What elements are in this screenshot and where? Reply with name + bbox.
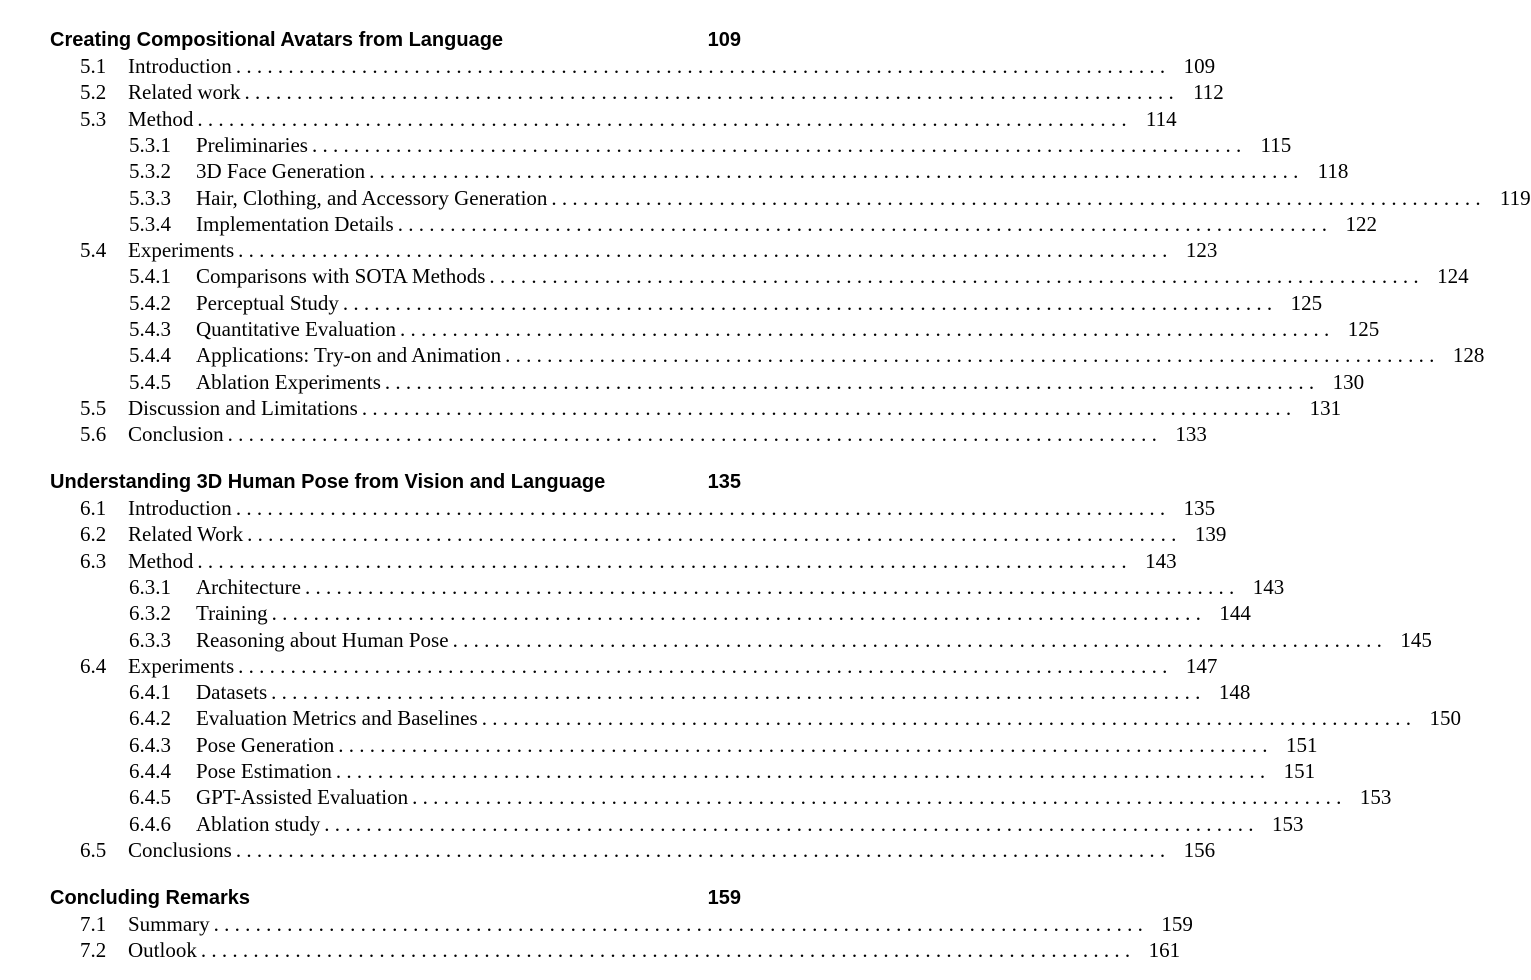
entry-number: 6.3.3	[129, 628, 171, 652]
entry-title: Perceptual Study	[196, 291, 339, 315]
chapter-title: Concluding Remarks	[50, 887, 251, 909]
entry-page: 139	[1194, 522, 1227, 546]
entry-number: 5.4.2	[129, 291, 171, 315]
dot-leader: . . . . . . . . . . . . . . . . . . . . . . . . . . . . . . . . . . . . . . . . . . . . . . . . . . . . . . . . . . . . . . . . . . . . . . . . . . . . . . . . . . . . . . . . .	[244, 80, 1174, 104]
entry-page: 131	[1309, 396, 1342, 420]
entry-number: 5.4.3	[129, 317, 171, 341]
toc-section-entry[interactable]	[80, 106, 1177, 132]
entry-title: Preliminaries	[196, 133, 308, 157]
entry-number: 7.1	[80, 912, 107, 936]
entry-number: 6.3.2	[129, 601, 171, 625]
entry-page: 125	[1347, 317, 1380, 341]
entry-title: Evaluation Metrics and Baselines	[196, 706, 478, 730]
chapter-page: 109	[707, 29, 741, 51]
dot-leader: . . . . . . . . . . . . . . . . . . . . . . . . . . . . . . . . . . . . . . . . . . . . . . . . . . . . . . . . . . . . . . . . . . . . . . . . . . . . . . . . . . . . . . . . .	[213, 912, 1143, 936]
dot-leader: . . . . . . . . . . . . . . . . . . . . . . . . . . . . . . . . . . . . . . . . . . . . . . . . . . . . . . . . . . . . . . . . . . . . . . . . . . . . . . . . . . . . . . . . .	[235, 54, 1166, 78]
dot-leader: . . . . . . . . . . . . . . . . . . . . . . . . . . . . . . . . . . . . . . . . . . . . . . . . . . . . . . . . . . . . . . . . . . . . . . . . . . . . . . . . . . . . . . . . .	[412, 785, 1342, 809]
entry-title: Method	[128, 107, 194, 131]
entry-number: 5.4.1	[129, 264, 171, 288]
toc-subsection-entry[interactable]	[129, 679, 1251, 705]
dot-leader: . . . . . . . . . . . . . . . . . . . . . . . . . . . . . . . . . . . . . . . . . . . . . . . . . . . . . . . . . . . . . . . . . . . . . . . . . . . . . . . . . . . . . . . . .	[505, 343, 1435, 367]
entry-number: 6.4.1	[129, 680, 171, 704]
entry-page: 130	[1332, 370, 1365, 394]
entry-page: 161	[1148, 938, 1181, 962]
entry-page: 147	[1185, 654, 1218, 678]
entry-page: 135	[1183, 496, 1216, 520]
dot-leader: . . . . . . . . . . . . . . . . . . . . . . . . . . . . . . . . . . . . . . . . . . . . . . . . . . . . . . . . . . . . . . . . . . . . . . . . . . . . . . . . . . . . . . . . .	[271, 680, 1201, 704]
entry-title: Implementation Details	[196, 212, 394, 236]
entry-page: 143	[1145, 549, 1177, 573]
toc-section-entry[interactable]	[80, 911, 1193, 937]
entry-page: 122	[1345, 212, 1377, 236]
dot-leader: . . . . . . . . . . . . . . . . . . . . . . . . . . . . . . . . . . . . . . . . . . . . . . . . . . . . . . . . . . . . . . . . . . . . . . . . . . . . . . . . . . . . . . . . .	[271, 601, 1201, 625]
entry-number: 6.3	[80, 549, 107, 573]
entry-number: 6.5	[80, 838, 107, 862]
toc-subsection-entry[interactable]	[129, 732, 1318, 758]
toc-section-entry[interactable]	[80, 521, 1227, 547]
dot-leader: . . . . . . . . . . . . . . . . . . . . . . . . . . . . . . . . . . . . . . . . . . . . . . . . . . . . . . . . . . . . . . . . . . . . . . . . . . . . . . . . . . . . . . . . .	[304, 575, 1235, 599]
dot-leader: . . . . . . . . . . . . . . . . . . . . . . . . . . . . . . . . . . . . . . . . . . . . . . . . . . . . . . . . . . . . . . . . . . . . . . . . . . . . . . . . . . . . . . . . .	[238, 654, 1168, 678]
toc-section-entry[interactable]	[80, 395, 1342, 421]
entry-title: Quantitative Evaluation	[196, 317, 397, 341]
chapter-page: 159	[707, 887, 741, 909]
dot-leader: . . . . . . . . . . . . . . . . . . . . . . . . . . . . . . . . . . . . . . . . . . . . . . . . . . . . . . . . . . . . . . . . . . . . . . . . . . . . . . . . . . . . . . . . .	[235, 496, 1166, 520]
entry-title: GPT-Assisted Evaluation	[196, 785, 409, 809]
entry-number: 6.1	[80, 496, 107, 520]
dot-leader: . . . . . . . . . . . . . . . . . . . . . . . . . . . . . . . . . . . . . . . . . . . . . . . . . . . . . . . . . . . . . . . . . . . . . . . . . . . . . . . . . . . . . . . . .	[551, 186, 1481, 210]
toc-subsection-entry[interactable]	[129, 705, 1461, 731]
entry-title: Applications: Try-on and Animation	[196, 343, 502, 367]
entry-page: 159	[1161, 912, 1193, 936]
entry-page: 153	[1272, 812, 1304, 836]
entry-title: Introduction	[128, 54, 232, 78]
entry-page: 156	[1183, 838, 1216, 862]
entry-number: 6.4.6	[129, 812, 171, 836]
toc-section-entry[interactable]	[80, 837, 1216, 863]
toc-subsection-entry[interactable]	[129, 316, 1380, 342]
entry-number: 7.2	[80, 938, 107, 962]
entry-title: Training	[196, 601, 268, 625]
toc-subsection-entry[interactable]	[129, 290, 1323, 316]
chapter-page: 135	[707, 471, 741, 493]
entry-page: 150	[1429, 706, 1461, 730]
entry-page: 151	[1283, 759, 1316, 783]
chapter-heading[interactable]	[50, 27, 741, 53]
entry-page: 133	[1175, 422, 1207, 446]
dot-leader: . . . . . . . . . . . . . . . . . . . . . . . . . . . . . . . . . . . . . . . . . . . . . . . . . . . . . . . . . . . . . . . . . . . . . . . . . . . . . . . . . . . . . . . . .	[481, 706, 1411, 730]
entry-title: Related Work	[128, 522, 244, 546]
toc-section-entry[interactable]	[80, 53, 1216, 79]
entry-page: 112	[1193, 80, 1224, 104]
dot-leader: . . . . . . . . . . . . . . . . . . . . . . . . . . . . . . . . . . . . . . . . . . . . . . . . . . . . . . . . . . . . . . . . . . . . . . . . . . . . . . . . . . . . . . . . .	[361, 396, 1292, 420]
toc-section-entry[interactable]	[80, 937, 1181, 963]
toc-subsection-entry[interactable]	[129, 369, 1365, 395]
entry-page: 151	[1285, 733, 1318, 757]
toc-section-entry[interactable]	[80, 237, 1218, 263]
entry-title: Ablation study	[196, 812, 321, 836]
entry-title: Method	[128, 549, 194, 573]
toc-subsection-entry[interactable]	[129, 211, 1377, 237]
dot-leader: . . . . . . . . . . . . . . . . . . . . . . . . . . . . . . . . . . . . . . . . . . . . . . . . . . . . . . . . . . . . . . . . . . . . . . . . . . . . . . . . . . . . . . . . .	[324, 812, 1254, 836]
entry-page: 145	[1400, 628, 1432, 652]
entry-number: 6.3.1	[129, 575, 171, 599]
entry-number: 5.3.3	[129, 186, 171, 210]
entry-number: 5.2	[80, 80, 107, 104]
entry-title: Summary	[128, 912, 210, 936]
entry-title: Outlook	[128, 938, 197, 962]
entry-number: 5.6	[80, 422, 107, 446]
toc-subsection-entry[interactable]	[129, 185, 1531, 211]
toc-subsection-entry[interactable]	[129, 784, 1392, 810]
dot-leader: . . . . . . . . . . . . . . . . . . . . . . . . . . . . . . . . . . . . . . . . . . . . . . . . . . . . . . . . . . . . . . . . . . . . . . . . . . . . . . . . . . . . . . . . .	[384, 370, 1315, 394]
toc-subsection-entry[interactable]	[129, 158, 1349, 184]
dot-leader: . . . . . . . . . . . . . . . . . . . . . . . . . . . . . . . . . . . . . . . . . . . . . . . . . . . . . . . . . . . . . . . . . . . . . . . . . . . . . . . . . . . . . . . . .	[400, 317, 1330, 341]
entry-title: Discussion and Limitations	[128, 396, 358, 420]
toc-section-entry[interactable]	[80, 79, 1224, 105]
entry-title: Reasoning about Human Pose	[196, 628, 449, 652]
dot-leader: . . . . . . . . . . . . . . . . . . . . . . . . . . . . . . . . . . . . . . . . . . . . . . . . . . . . . . . . . . . . . . . . . . . . . . . . . . . . . . . . . . . . . . . . .	[247, 522, 1177, 546]
dot-leader: . . . . . . . . . . . . . . . . . . . . . . . . . . . . . . . . . . . . . . . . . . . . . . . . . . . . . . . . . . . . . . . . . . . . . . . . . . . . . . . . . . . . . . . . .	[342, 291, 1273, 315]
dot-leader: . . . . . . . . . . . . . . . . . . . . . . . . . . . . . . . . . . . . . . . . . . . . . . . . . . . . . . . . . . . . . . . . . . . . . . . . . . . . . . . . . . . . . . . . .	[197, 549, 1127, 573]
dot-leader: . . . . . . . . . . . . . . . . . . . . . . . . . . . . . . . . . . . . . . . . . . . . . . . . . . . . . . . . . . . . . . . . . . . . . . . . . . . . . . . . . . . . . . . . .	[369, 159, 1299, 183]
dot-leader: . . . . . . . . . . . . . . . . . . . . . . . . . . . . . . . . . . . . . . . . . . . . . . . . . . . . . . . . . . . . . . . . . . . . . . . . . . . . . . . . . . . . . . . . .	[311, 133, 1242, 157]
entry-number: 5.4.4	[129, 343, 171, 367]
entry-title: Experiments	[128, 238, 235, 262]
entry-page: 125	[1290, 291, 1323, 315]
entry-page: 115	[1260, 133, 1292, 157]
entry-title: Ablation Experiments	[196, 370, 381, 394]
dot-leader: . . . . . . . . . . . . . . . . . . . . . . . . . . . . . . . . . . . . . . . . . . . . . . . . . . . . . . . . . . . . . . . . . . . . . . . . . . . . . . . . . . . . . . . . .	[227, 422, 1157, 446]
entry-number: 6.4.4	[129, 759, 171, 783]
entry-number: 5.3.1	[129, 133, 171, 157]
toc-section-entry[interactable]	[80, 421, 1207, 447]
entry-title: Datasets	[196, 680, 268, 704]
entry-number: 6.4.5	[129, 785, 171, 809]
entry-number: 5.5	[80, 396, 107, 420]
entry-page: 119	[1499, 186, 1531, 210]
toc-subsection-entry[interactable]	[129, 811, 1304, 837]
dot-leader: . . . . . . . . . . . . . . . . . . . . . . . . . . . . . . . . . . . . . . . . . . . . . . . . . . . . . . . . . . . . . . . . . . . . . . . . . . . . . . . . . . . . . . . . .	[489, 264, 1419, 288]
entry-title: Comparisons with SOTA Methods	[196, 264, 486, 288]
entry-title: Pose Generation	[196, 733, 335, 757]
dot-leader: . . . . . . . . . . . . . . . . . . . . . . . . . . . . . . . . . . . . . . . . . . . . . . . . . . . . . . . . . . . . . . . . . . . . . . . . . . . . . . . . . . . . . . . . .	[338, 733, 1268, 757]
toc-subsection-entry[interactable]	[129, 758, 1316, 784]
entry-title: Experiments	[128, 654, 235, 678]
entry-number: 5.3.4	[129, 212, 171, 236]
toc-section-entry[interactable]	[80, 653, 1218, 679]
entry-number: 5.1	[80, 54, 107, 78]
toc-subsection-entry[interactable]	[129, 574, 1285, 600]
entry-title: Conclusion	[128, 422, 224, 446]
chapter-title: Understanding 3D Human Pose from Vision and Language	[50, 471, 606, 493]
dot-leader: . . . . . . . . . . . . . . . . . . . . . . . . . . . . . . . . . . . . . . . . . . . . . . . . . . . . . . . . . . . . . . . . . . . . . . . . . . . . . . . . . . . . . . . . .	[397, 212, 1327, 236]
entry-page: 118	[1317, 159, 1349, 183]
entry-number: 6.2	[80, 522, 107, 546]
entry-number: 5.3	[80, 107, 107, 131]
entry-page: 124	[1437, 264, 1469, 288]
entry-title: Related work	[128, 80, 241, 104]
entry-page: 128	[1452, 343, 1485, 367]
toc-subsection-entry[interactable]	[129, 342, 1485, 368]
entry-title: Conclusions	[128, 838, 232, 862]
toc-subsection-entry[interactable]	[129, 263, 1469, 289]
entry-title: Pose Estimation	[196, 759, 332, 783]
entry-page: 144	[1219, 601, 1251, 625]
entry-page: 123	[1185, 238, 1218, 262]
dot-leader: . . . . . . . . . . . . . . . . . . . . . . . . . . . . . . . . . . . . . . . . . . . . . . . . . . . . . . . . . . . . . . . . . . . . . . . . . . . . . . . . . . . . . . . . .	[235, 838, 1166, 862]
entry-page: 109	[1183, 54, 1216, 78]
entry-title: 3D Face Generation	[196, 159, 366, 183]
entry-page: 114	[1145, 107, 1177, 131]
entry-title: Introduction	[128, 496, 232, 520]
toc-subsection-entry[interactable]	[129, 132, 1292, 158]
entry-title: Hair, Clothing, and Accessory Generation	[196, 186, 548, 210]
toc-subsection-entry[interactable]	[129, 600, 1251, 626]
toc-section-entry[interactable]	[80, 548, 1177, 574]
chapter-title: Creating Compositional Avatars from Language	[50, 29, 504, 51]
entry-number: 5.4.5	[129, 370, 171, 394]
toc-subsection-entry[interactable]	[129, 627, 1432, 653]
dot-leader: . . . . . . . . . . . . . . . . . . . . . . . . . . . . . . . . . . . . . . . . . . . . . . . . . . . . . . . . . . . . . . . . . . . . . . . . . . . . . . . . . . . . . . . . .	[197, 107, 1127, 131]
entry-page: 143	[1252, 575, 1285, 599]
dot-leader: . . . . . . . . . . . . . . . . . . . . . . . . . . . . . . . . . . . . . . . . . . . . . . . . . . . . . . . . . . . . . . . . . . . . . . . . . . . . . . . . . . . . . . . . .	[452, 628, 1382, 652]
entry-page: 148	[1218, 680, 1251, 704]
entry-number: 5.3.2	[129, 159, 171, 183]
entry-number: 6.4	[80, 654, 107, 678]
chapter-heading[interactable]	[50, 469, 741, 495]
dot-leader: . . . . . . . . . . . . . . . . . . . . . . . . . . . . . . . . . . . . . . . . . . . . . . . . . . . . . . . . . . . . . . . . . . . . . . . . . . . . . . . . . . . . . . . . .	[200, 938, 1131, 962]
entry-number: 6.4.3	[129, 733, 171, 757]
entry-page: 153	[1359, 785, 1392, 809]
entry-number: 5.4	[80, 238, 107, 262]
chapter-heading[interactable]	[50, 885, 741, 911]
dot-leader: . . . . . . . . . . . . . . . . . . . . . . . . . . . . . . . . . . . . . . . . . . . . . . . . . . . . . . . . . . . . . . . . . . . . . . . . . . . . . . . . . . . . . . . . .	[238, 238, 1168, 262]
toc-section-entry[interactable]	[80, 495, 1216, 521]
entry-number: 6.4.2	[129, 706, 171, 730]
dot-leader: . . . . . . . . . . . . . . . . . . . . . . . . . . . . . . . . . . . . . . . . . . . . . . . . . . . . . . . . . . . . . . . . . . . . . . . . . . . . . . . . . . . . . . . . .	[335, 759, 1266, 783]
entry-title: Architecture	[196, 575, 301, 599]
